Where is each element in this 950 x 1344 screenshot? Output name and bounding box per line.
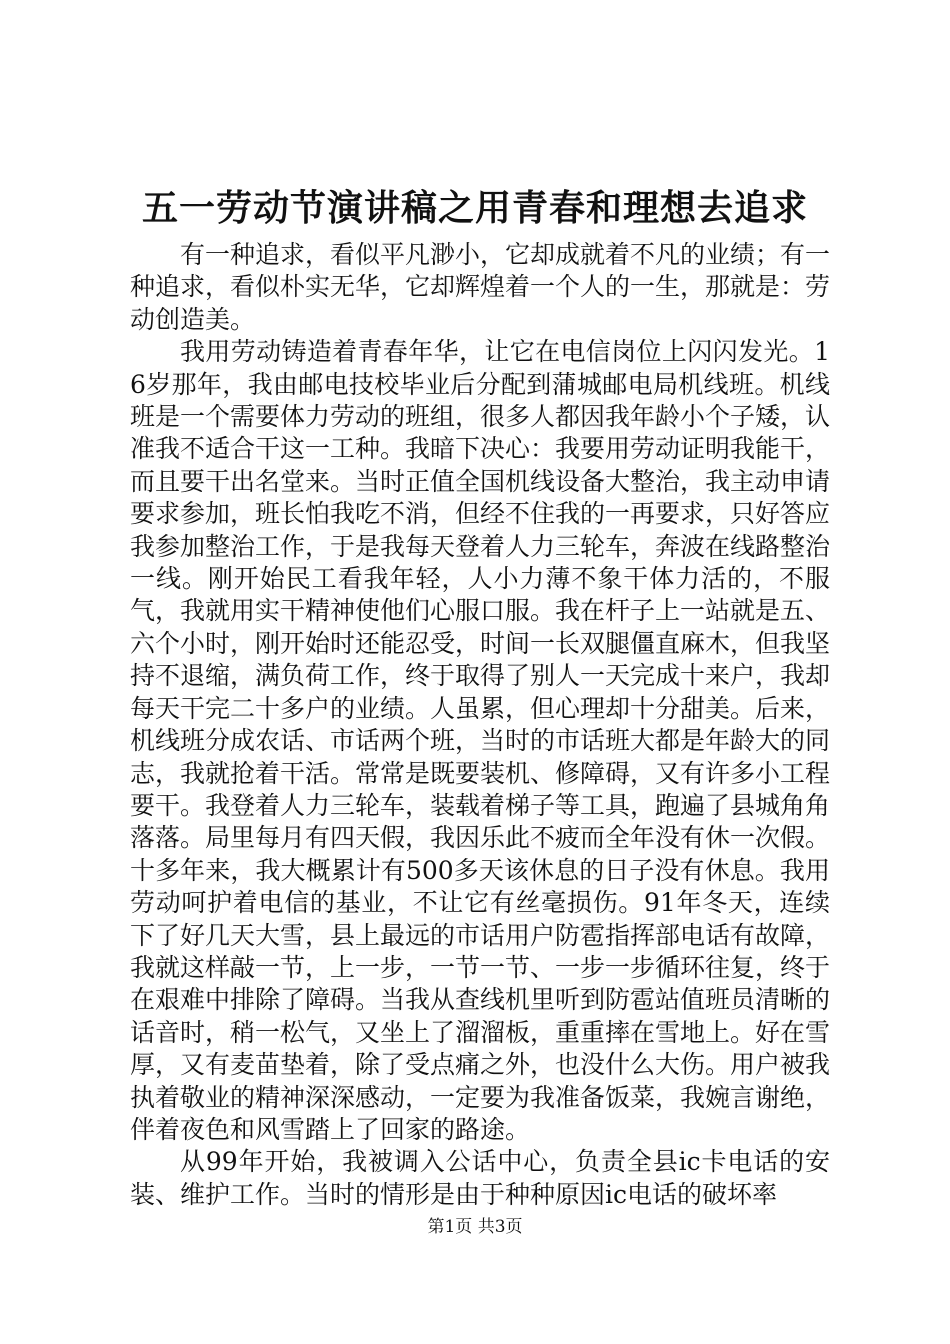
paragraph-1: 有一种追求，看似平凡渺小，它却成就着不凡的业绩；有一种追求，看似朴实无华，它却辉煌着一个人的一生，那就是：劳动创造美。 [130,240,831,334]
paragraph-2: 我用劳动铸造着青春年华，让它在电信岗位上闪闪发光。16岁那年，我由邮电技校毕业后分配到蒲城邮电局机线班。机线班是一个需要体力劳动的班组，很多人都因我年龄小个子矮，认准我不适合干这一工种。我暗下决心：我要用劳动证明我能干，而且要干出名堂来。当时正值全国机线设备大整治，我主动申请要求参加，班长怕我吃不消，但经不住我的一再要求，只好答应我参加整治工作，于是我每天登着人力三轮车，奔波在线路整治一线。刚开始民工看我年轻，人小力薄不象干体力活的，不服气，我就用实干精神使他们心服口服。我在杆子上一站就是五、六个小时，刚开始时还能忍受，时间一长双腿僵直麻木，但我坚持不退缩，满负荷工作，终于取得了别人一天完成十来户，我却每天干完二十多户的业绩。人虽累，但心理却十分甜美。后来，机线班分成农话、市话两个班，当时的市话班大都是年龄大的同志，我就抢着干活。常常是既要装机、修障碍，又有许多小工程要干。我登着人力三轮车，装载着梯子等工具，跑遍了县城角角落落。局里每月有四天假，我因乐此不疲而全年没有休一次假。十多年来，我大概累计有500多天该休息的日子没有休息。我用劳动呵护着电信的基业，不让它有丝毫损伤。91年冬天，连续下了好几天大雪，县上最远的市话用户防雹指挥部电话有故障，我就这样敲一节，上一步，一节一节、一步一步循环往复，终于在艰难中排除了障碍。当我从查线机里听到防雹站值班员清晰的话音时，稍一松气，又坐上了溜溜板，重重摔在雪地上。好在雪厚，又有麦苗垫着，除了受点痛之外，也没什么大伤。用户被我执着敬业的精神深深感动，一定要为我准备饭菜，我婉言谢绝，伴着夜色和风雪踏上了回家的路途。 [130,337,831,1144]
paragraph-3: 从99年开始，我被调入公话中心，负责全县ic卡电话的安装、维护工作。当时的情形是由于种种原因ic电话的破坏率 [130,1147,830,1209]
document-body [130,239,830,1211]
page-number-footer: 第1页 共3页 [427,1217,523,1237]
document-title: 五一劳动节演讲稿之用青春和理想去追求 [141,188,808,229]
